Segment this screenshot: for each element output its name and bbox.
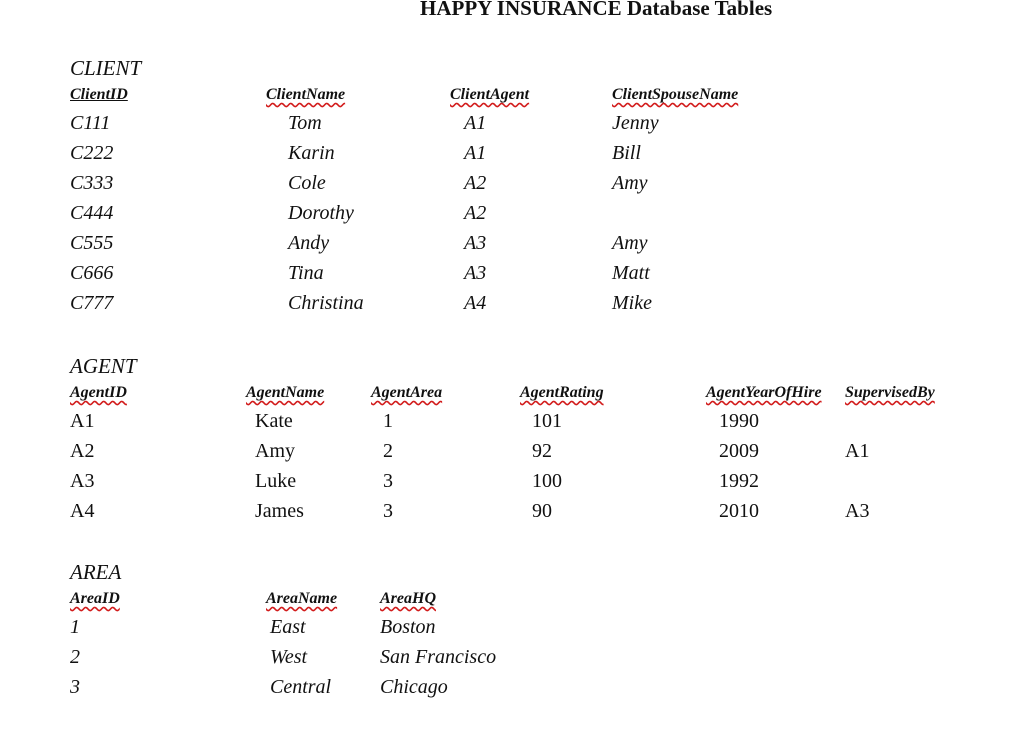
client-cell: C333 (70, 172, 114, 194)
area-header-areahq: AreaHQ (380, 590, 436, 607)
area-table-title: AREA (70, 560, 122, 584)
area-header-areaname: AreaName (266, 590, 338, 607)
client-cell: Cole (288, 172, 326, 194)
agent-table-title: AGENT (70, 354, 137, 378)
agent-cell: 1992 (719, 470, 759, 492)
agent-cell: 2009 (719, 440, 759, 462)
client-cell: Mike (612, 292, 652, 314)
agent-header-supervisedby: SupervisedBy (845, 384, 935, 401)
client-header-clientname: ClientName (266, 86, 346, 103)
client-cell: Dorothy (288, 202, 354, 224)
client-table-title: CLIENT (70, 56, 142, 80)
client-cell: Amy (612, 232, 648, 254)
agent-cell: 3 (383, 470, 393, 492)
agent-header-agentid: AgentID (70, 384, 127, 401)
agent-cell: A1 (70, 410, 95, 432)
client-header-clientid: ClientID (70, 86, 128, 103)
area-cell: 3 (70, 676, 80, 698)
client-cell: Tina (288, 262, 324, 284)
agent-cell: A1 (845, 440, 870, 462)
client-cell: C555 (70, 232, 114, 254)
client-cell: Bill (612, 142, 641, 164)
client-header-clientagent: ClientAgent (450, 86, 530, 103)
area-cell: 1 (70, 616, 80, 638)
client-cell: Tom (288, 112, 322, 134)
client-cell: A1 (464, 142, 487, 164)
client-cell: Amy (612, 172, 648, 194)
page-title: HAPPY INSURANCE Database Tables (420, 0, 773, 20)
client-cell: Jenny (612, 112, 659, 134)
client-header-clientspousename: ClientSpouseName (612, 86, 739, 103)
client-cell: A1 (464, 112, 487, 134)
agent-cell: 101 (532, 410, 562, 432)
agent-cell: 3 (383, 500, 393, 522)
client-cell: Karin (288, 142, 335, 164)
agent-cell: A4 (70, 500, 95, 522)
agent-cell: 92 (532, 440, 552, 462)
agent-header-agentyearofhire: AgentYearOfHire (706, 384, 822, 401)
agent-cell: 2010 (719, 500, 759, 522)
agent-cell: Luke (255, 470, 297, 492)
client-cell: A3 (464, 232, 487, 254)
agent-cell: A3 (845, 500, 870, 522)
area-cell: Central (270, 676, 332, 698)
area-cell: East (270, 616, 306, 638)
area-cell: Chicago (380, 676, 448, 698)
area-cell: Boston (380, 616, 436, 638)
client-cell: A2 (464, 172, 487, 194)
client-cell: Christina (288, 292, 364, 314)
agent-cell: 1990 (719, 410, 759, 432)
agent-cell: James (255, 500, 304, 522)
area-cell: 2 (70, 646, 80, 668)
client-cell: A2 (464, 202, 487, 224)
agent-header-agentname: AgentName (246, 384, 325, 401)
client-cell: Andy (288, 232, 330, 254)
client-cell: A4 (464, 292, 487, 314)
agent-cell: 2 (383, 440, 393, 462)
client-cell: Matt (612, 262, 650, 284)
agent-cell: 100 (532, 470, 562, 492)
agent-header-agentrating: AgentRating (520, 384, 604, 401)
agent-cell: A2 (70, 440, 95, 462)
area-header-areaid: AreaID (70, 590, 120, 607)
agent-cell: Amy (255, 440, 295, 462)
client-cell: C777 (70, 292, 114, 314)
area-cell: West (270, 646, 308, 668)
client-cell: C222 (70, 142, 114, 164)
agent-cell: Kate (255, 410, 293, 432)
agent-cell: 90 (532, 500, 552, 522)
agent-cell: 1 (383, 410, 393, 432)
client-cell: C666 (70, 262, 114, 284)
area-cell: San Francisco (380, 646, 497, 668)
client-cell: A3 (464, 262, 487, 284)
client-cell: C111 (70, 112, 111, 134)
client-cell: C444 (70, 202, 114, 224)
agent-header-agentarea: AgentArea (371, 384, 443, 401)
agent-cell: A3 (70, 470, 95, 492)
